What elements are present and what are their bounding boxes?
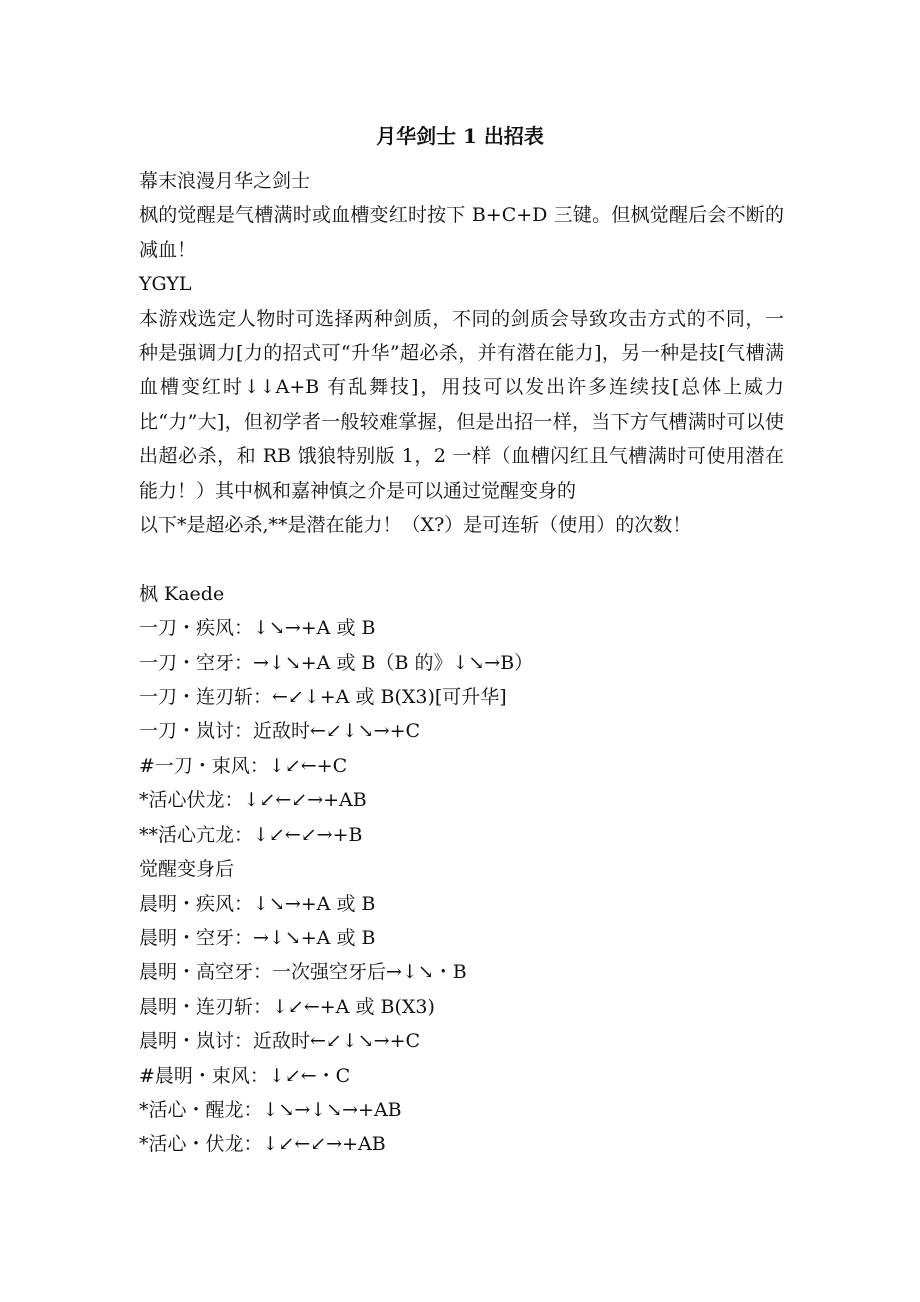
awakened-move-list — [139, 887, 784, 1162]
document-title: 月华剑士 1 出招表 — [376, 124, 544, 148]
character-heading: 枫 Kaede — [139, 582, 225, 605]
intro-paragraph: 本游戏选定人物时可选择两种剑质，不同的剑质会导致攻击方式的不同，一种是强调力[力的招式可“升华”超必杀，并有潜在能力]，另一种是技[气槽满血槽变红时↓↓A+B 有乱舞技]，用技可以发出许多连续技[总体上威力比“力”大]，但初学者一般较难掌握，但是出招一样，当下方气槽满时可以使出超必杀，和 RB 饿狼特别版 1，2 一样（血槽闪红且气槽满时可使用潜在能力！）其中枫和嘉神慎之介是可以通过觉醒变身的 — [139, 307, 784, 502]
move-item: *活心伏龙：↓↙←↙→+AB — [139, 789, 367, 812]
move-item: 一刀・连刃斩：←↙↓+A 或 B(X3)[可升华] — [139, 686, 507, 709]
awakened-move-item: *活心・伏龙：↓↙←↙→+AB — [139, 1133, 386, 1156]
move-item: #一刀・束风：↓↙←+C — [139, 754, 348, 777]
awakened-move-item: #晨明・束风：↓↙←・C — [139, 1064, 351, 1087]
awakened-move-item: *活心・醒龙：↓↘→↓↘→+AB — [139, 1098, 402, 1121]
document-body — [139, 164, 784, 1162]
legend-paragraph: 以下*是超必杀,**是潜在能力！（X?）是可连斩（使用）的次数！ — [139, 514, 692, 537]
awakening-note-paragraph: 枫的觉醒是气槽满时或血槽变红时按下 B+C+D 三键。但枫觉醒后会不断的减血！ — [139, 204, 784, 261]
subtitle-paragraph: 幕末浪漫月华之剑士 — [139, 170, 311, 192]
awakened-move-item: 晨明・连刃斩：↓↙←+A 或 B(X3) — [139, 995, 435, 1018]
move-list — [139, 611, 784, 852]
move-item: **活心亢龙：↓↙←↙→+B — [139, 823, 363, 846]
awakened-heading: 觉醒变身后 — [139, 858, 235, 881]
awakened-move-item: 晨明・高空牙：一次强空牙后→↓↘・B — [139, 961, 467, 984]
move-item: 一刀・空牙：→↓↘+A 或 B（B 的》↓↘→B） — [139, 651, 534, 674]
awakened-move-item: 晨明・空牙：→↓↘+A 或 B — [139, 926, 376, 949]
awakened-move-item: 晨明・疾风：↓↘→+A 或 B — [139, 892, 376, 915]
blank-line — [139, 542, 784, 576]
move-item: 一刀・岚讨：近敌时←↙↓↘→+C — [139, 720, 421, 743]
author-tag-paragraph: YGYL — [139, 273, 192, 296]
awakened-move-item: 晨明・岚讨：近敌时←↙↓↘→+C — [139, 1030, 421, 1053]
move-item: 一刀・疾风：↓↘→+A 或 B — [139, 617, 376, 640]
